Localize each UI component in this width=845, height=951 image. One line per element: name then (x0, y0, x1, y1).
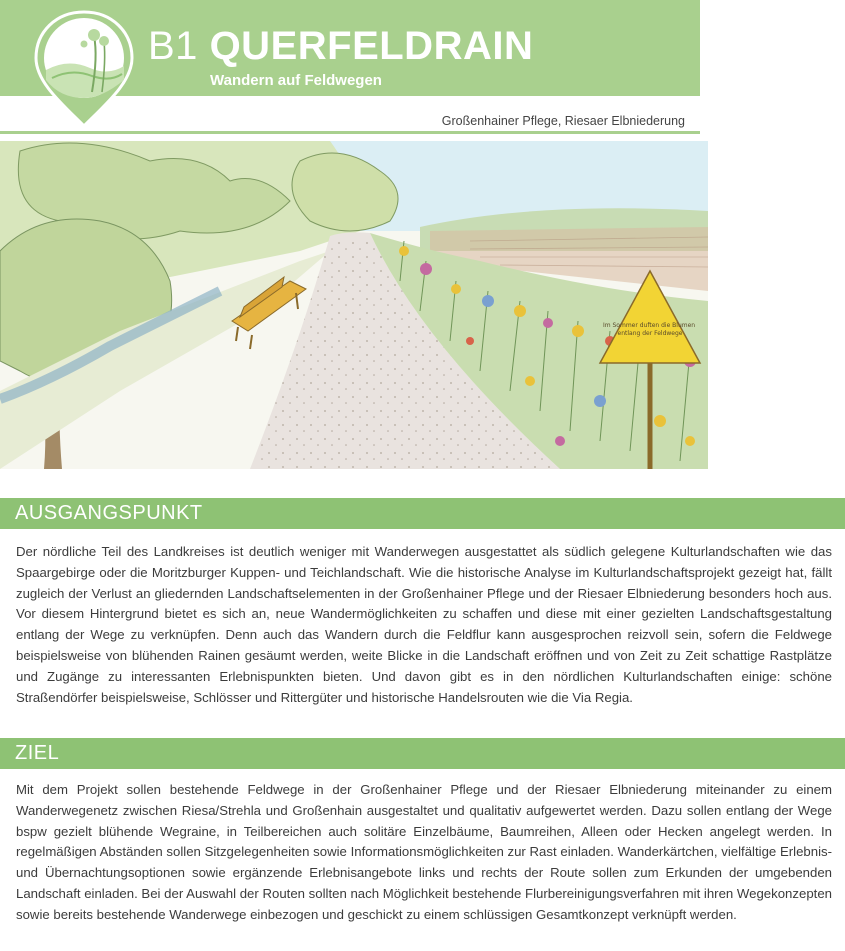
section-body-text: Mit dem Projekt sollen bestehende Feldwege in der Großenhainer Pflege und der Riesaer Elbniederung miteinander zu einem Wanderwegenetz zwischen Riesa/Strehla und Großenhain ausgestaltet und qualitativ aufgewertet werden. Dazu sollen entlang der Wege bspw gezielt blühende Wegraine, in Teilbereichen auch solitäre Einzelbäume, Baumreihen, Alleen oder Hecken angelegt werden. In regelmäßigen Abständen sollen Sitzgelegenheiten sowie Informationsmöglichkeiten zur Rast einladen. Wanderkärtchen, vielfältige Erlebnis- und Übernachtungsoptionen sowie ergänzende Erlebnisangebote links und rechts der Route sollen zum Erkunden der umgebenden Landschaft einladen. Bei der Auswahl der Routen sollten nach Möglichkeit bestehende Flurbereinigungsverfahren mit ihren Wegekonzepten sowie bereits bestehende Wanderwege einbezogen und geschickt zu einem schlüssigen Gesamtkonzept verknüpft werden. (16, 782, 832, 922)
page-title (148, 24, 533, 69)
map-pin-icon (32, 8, 136, 130)
landscape-illustration (0, 141, 708, 469)
page-subtitle: Wandern auf Feldwegen (210, 72, 382, 89)
section-body-text: Der nördliche Teil des Landkreises ist deutlich weniger mit Wanderwegen ausgestattet als südlich gelegene Kulturlandschaften wie das Spaargebirge oder die Moritzburger Kuppen- und Teichlandschaft. Wie die historische Analyse im Kulturlandschaftsprojekt gezeigt hat, fällt zugleich der Verlust an gliedernden Landschaftselementen in der Großenhainer Pflege und der Riesaer Elbniederung besonders hoch aus. Vor diesem Hintergrund bietet es sich an, neue Wandermöglichkeiten zu schaffen und diese mit einer gezielten Landschaftsgestaltung entlang der Wege zu verknüpfen. Denn auch das Wandern durch die Feldflur kann ausgesprochen reizvoll sein, sofern die Feldwege beispielsweise von blühenden Rainen gesäumt werden, weite Blicke in die Landschaft eröffnen und von Zeit zu Zeit schattige Rastplätze und Zugänge zu interessanten Erlebnispunkten bieten. Und davon gibt es in den nördlichen Kulturlandschaften einige: schöne Straßendörfer beispielsweise, Schlösser und Rittergüter und historische Handelsrouten wie die Via Regia. (16, 544, 832, 705)
region-label: Großenhainer Pflege, Riesaer Elbniederung (441, 114, 685, 128)
project-title: QUERFELDRAIN (209, 24, 534, 68)
project-code: B1 (148, 24, 198, 68)
section-heading: AUSGANGSPUNKT (15, 502, 203, 524)
section-heading-bar (0, 738, 845, 769)
region-divider (0, 131, 700, 134)
sign-text: Im Sommer duften die Blumen entlang der Feldwege (602, 322, 696, 337)
section-heading-bar (0, 498, 845, 529)
section-heading: ZIEL (15, 742, 60, 764)
